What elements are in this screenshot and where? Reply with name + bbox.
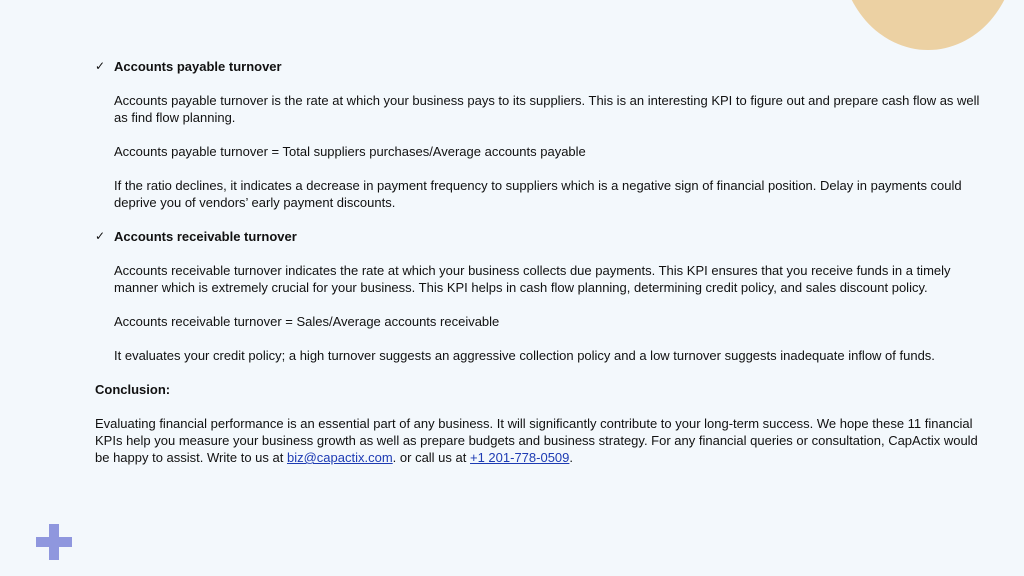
conclusion-heading: Conclusion:	[95, 382, 171, 397]
receivable-formula: Accounts receivable turnover = Sales/Average accounts receivable	[114, 314, 500, 329]
checkmark-icon: ✓	[95, 59, 106, 73]
conclusion-end: .	[569, 450, 574, 465]
receivable-description: Accounts receivable turnover indicates the rate at which your business collects due payments. This KPI ensures that you receive funds in a timely manner which is extremely crucial for your business. This KPI helps in cash flow planning, determining credit policy, and sales discount policy.	[114, 263, 951, 295]
decorative-blob	[840, 0, 1016, 50]
receivable-interpretation: It evaluates your credit policy; a high turnover suggests an aggressive collection policy and a low turnover suggests inadequate inflow of funds.	[114, 348, 935, 363]
email-link[interactable]: biz@capactix.com	[286, 450, 393, 465]
section-heading-payable: ✓ Accounts payable turnover	[95, 59, 282, 74]
payable-description: Accounts payable turnover is the rate at which your business pays to its suppliers. This is an interesting KPI to figure out and prepare cash flow as well as find flow planning.	[114, 93, 980, 125]
phone-link[interactable]: +1 201-778-0509	[470, 450, 570, 465]
document-body	[95, 58, 980, 466]
plus-icon	[36, 524, 72, 560]
payable-formula: Accounts payable turnover = Total suppliers purchases/Average accounts payable	[114, 144, 586, 159]
conclusion-middle: . or call us at	[392, 450, 467, 465]
conclusion-text: Evaluating financial performance is an essential part of any business. It will significantly contribute to your long-term success. We hope these 11 financial KPIs help you measure your business growth as well as prepare budgets and business strategy. For any financial queries or consultation, CapActix would be happy to assist. Write to us at	[95, 416, 978, 465]
conclusion-paragraph	[95, 415, 980, 466]
payable-interpretation: If the ratio declines, it indicates a decrease in payment frequency to suppliers which is a negative sign of financial position. Delay in payments could deprive you of vendors’ early payment discounts.	[114, 178, 962, 210]
checkmark-icon: ✓	[95, 229, 106, 243]
section-heading-receivable: ✓ Accounts receivable turnover	[95, 229, 297, 244]
